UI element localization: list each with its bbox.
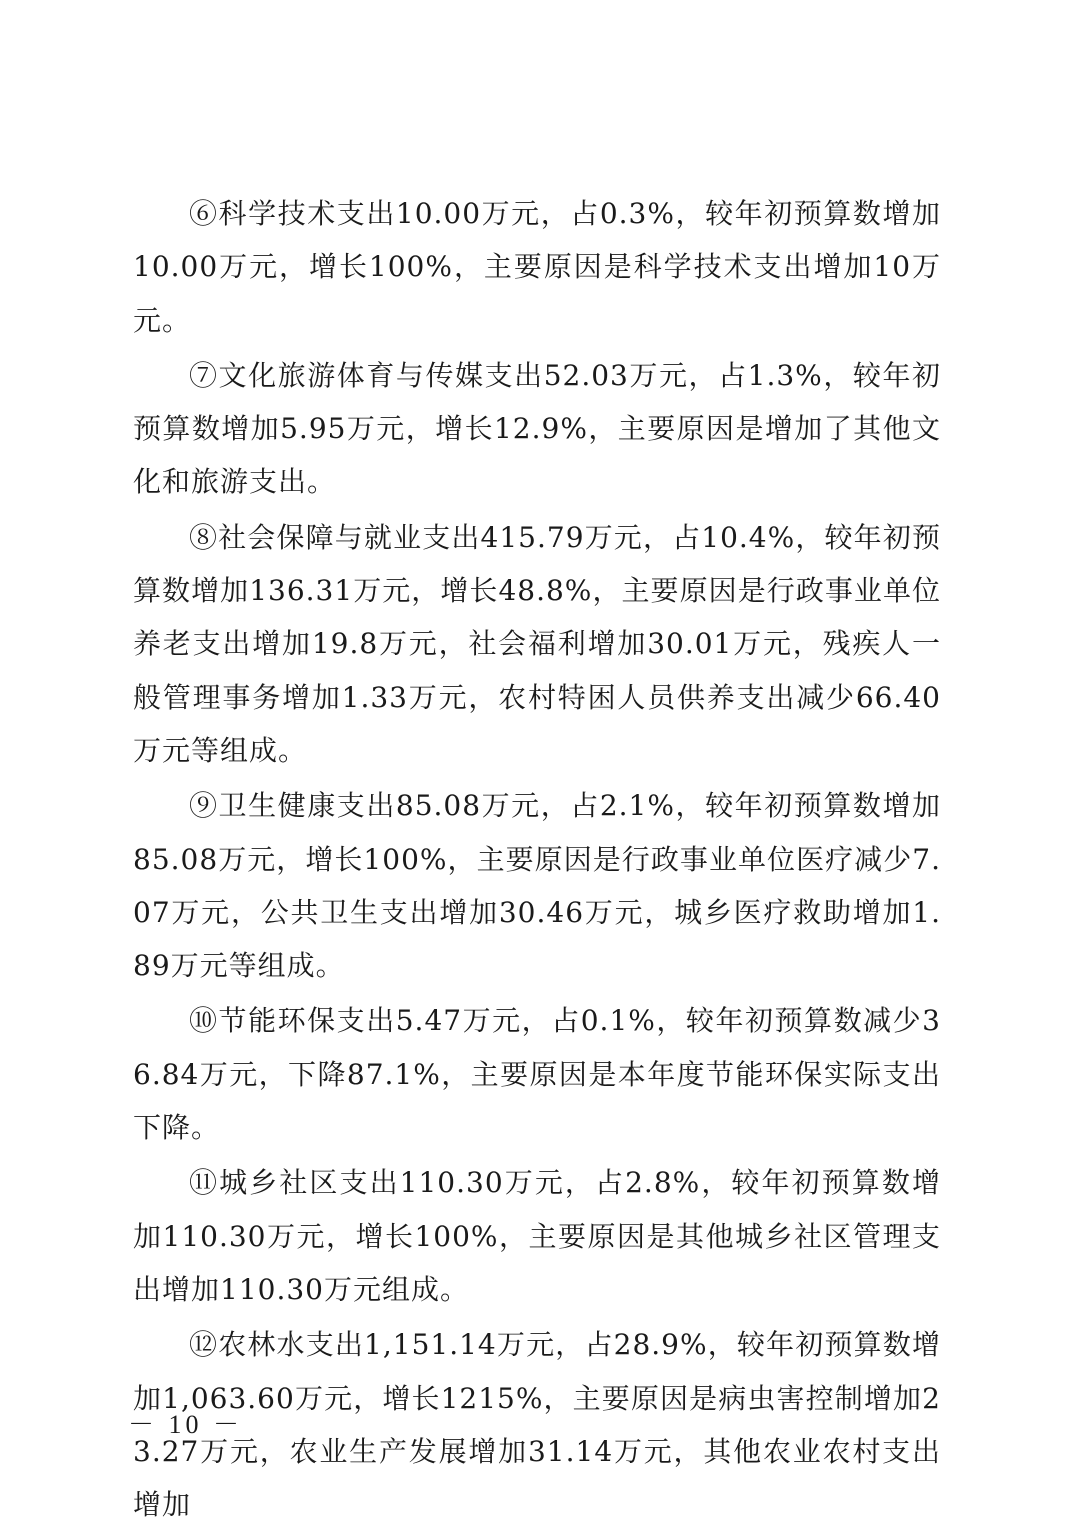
paragraph-agriculture-forestry-water: ⑫农林水支出1,151.14万元，占28.9%，较年初预算数增加1,063.60万元，增长1215%，主要原因是病虫害控制增加23.27万元，农业生产发展增加31.14万元，其他农业农村支出增加 xyxy=(133,1328,941,1522)
paragraph-social-security: ⑧社会保障与就业支出415.79万元，占10.4%，较年初预算数增加136.31万元，增长48.8%，主要原因是行政事业单位养老支出增加19.8万元，社会福利增加30.01万元，残疾人一般管理事务增加1.33万元，农村特困人员供养支出减少66.40万元等组成。 xyxy=(133,520,941,767)
page-number: － 10 － xyxy=(128,1410,244,1439)
paragraph-science-tech: ⑥科学技术支出10.00万元，占0.3%，较年初预算数增加10.00万元，增长100%，主要原因是科学技术支出增加10万元。 xyxy=(133,197,941,337)
body-text xyxy=(133,187,941,1533)
paragraph-health: ⑨卫生健康支出85.08万元，占2.1%，较年初预算数增加85.08万元，增长100%，主要原因是行政事业单位医疗减少7.07万元，公共卫生支出增加30.46万元，城乡医疗救助增加1.89万元等组成。 xyxy=(133,789,941,983)
paragraph-urban-rural-community: ⑪城乡社区支出110.30万元，占2.8%，较年初预算数增加110.30万元，增长100%，主要原因是其他城乡社区管理支出增加110.30万元组成。 xyxy=(133,1166,941,1306)
paragraph-energy-environment: ⑩节能环保支出5.47万元，占0.1%，较年初预算数减少36.84万元，下降87.1%，主要原因是本年度节能环保实际支出下降。 xyxy=(133,1004,941,1145)
paragraph-culture-tourism: ⑦文化旅游体育与传媒支出52.03万元，占1.3%，较年初预算数增加5.95万元，增长12.9%，主要原因是增加了其他文化和旅游支出。 xyxy=(133,358,941,499)
